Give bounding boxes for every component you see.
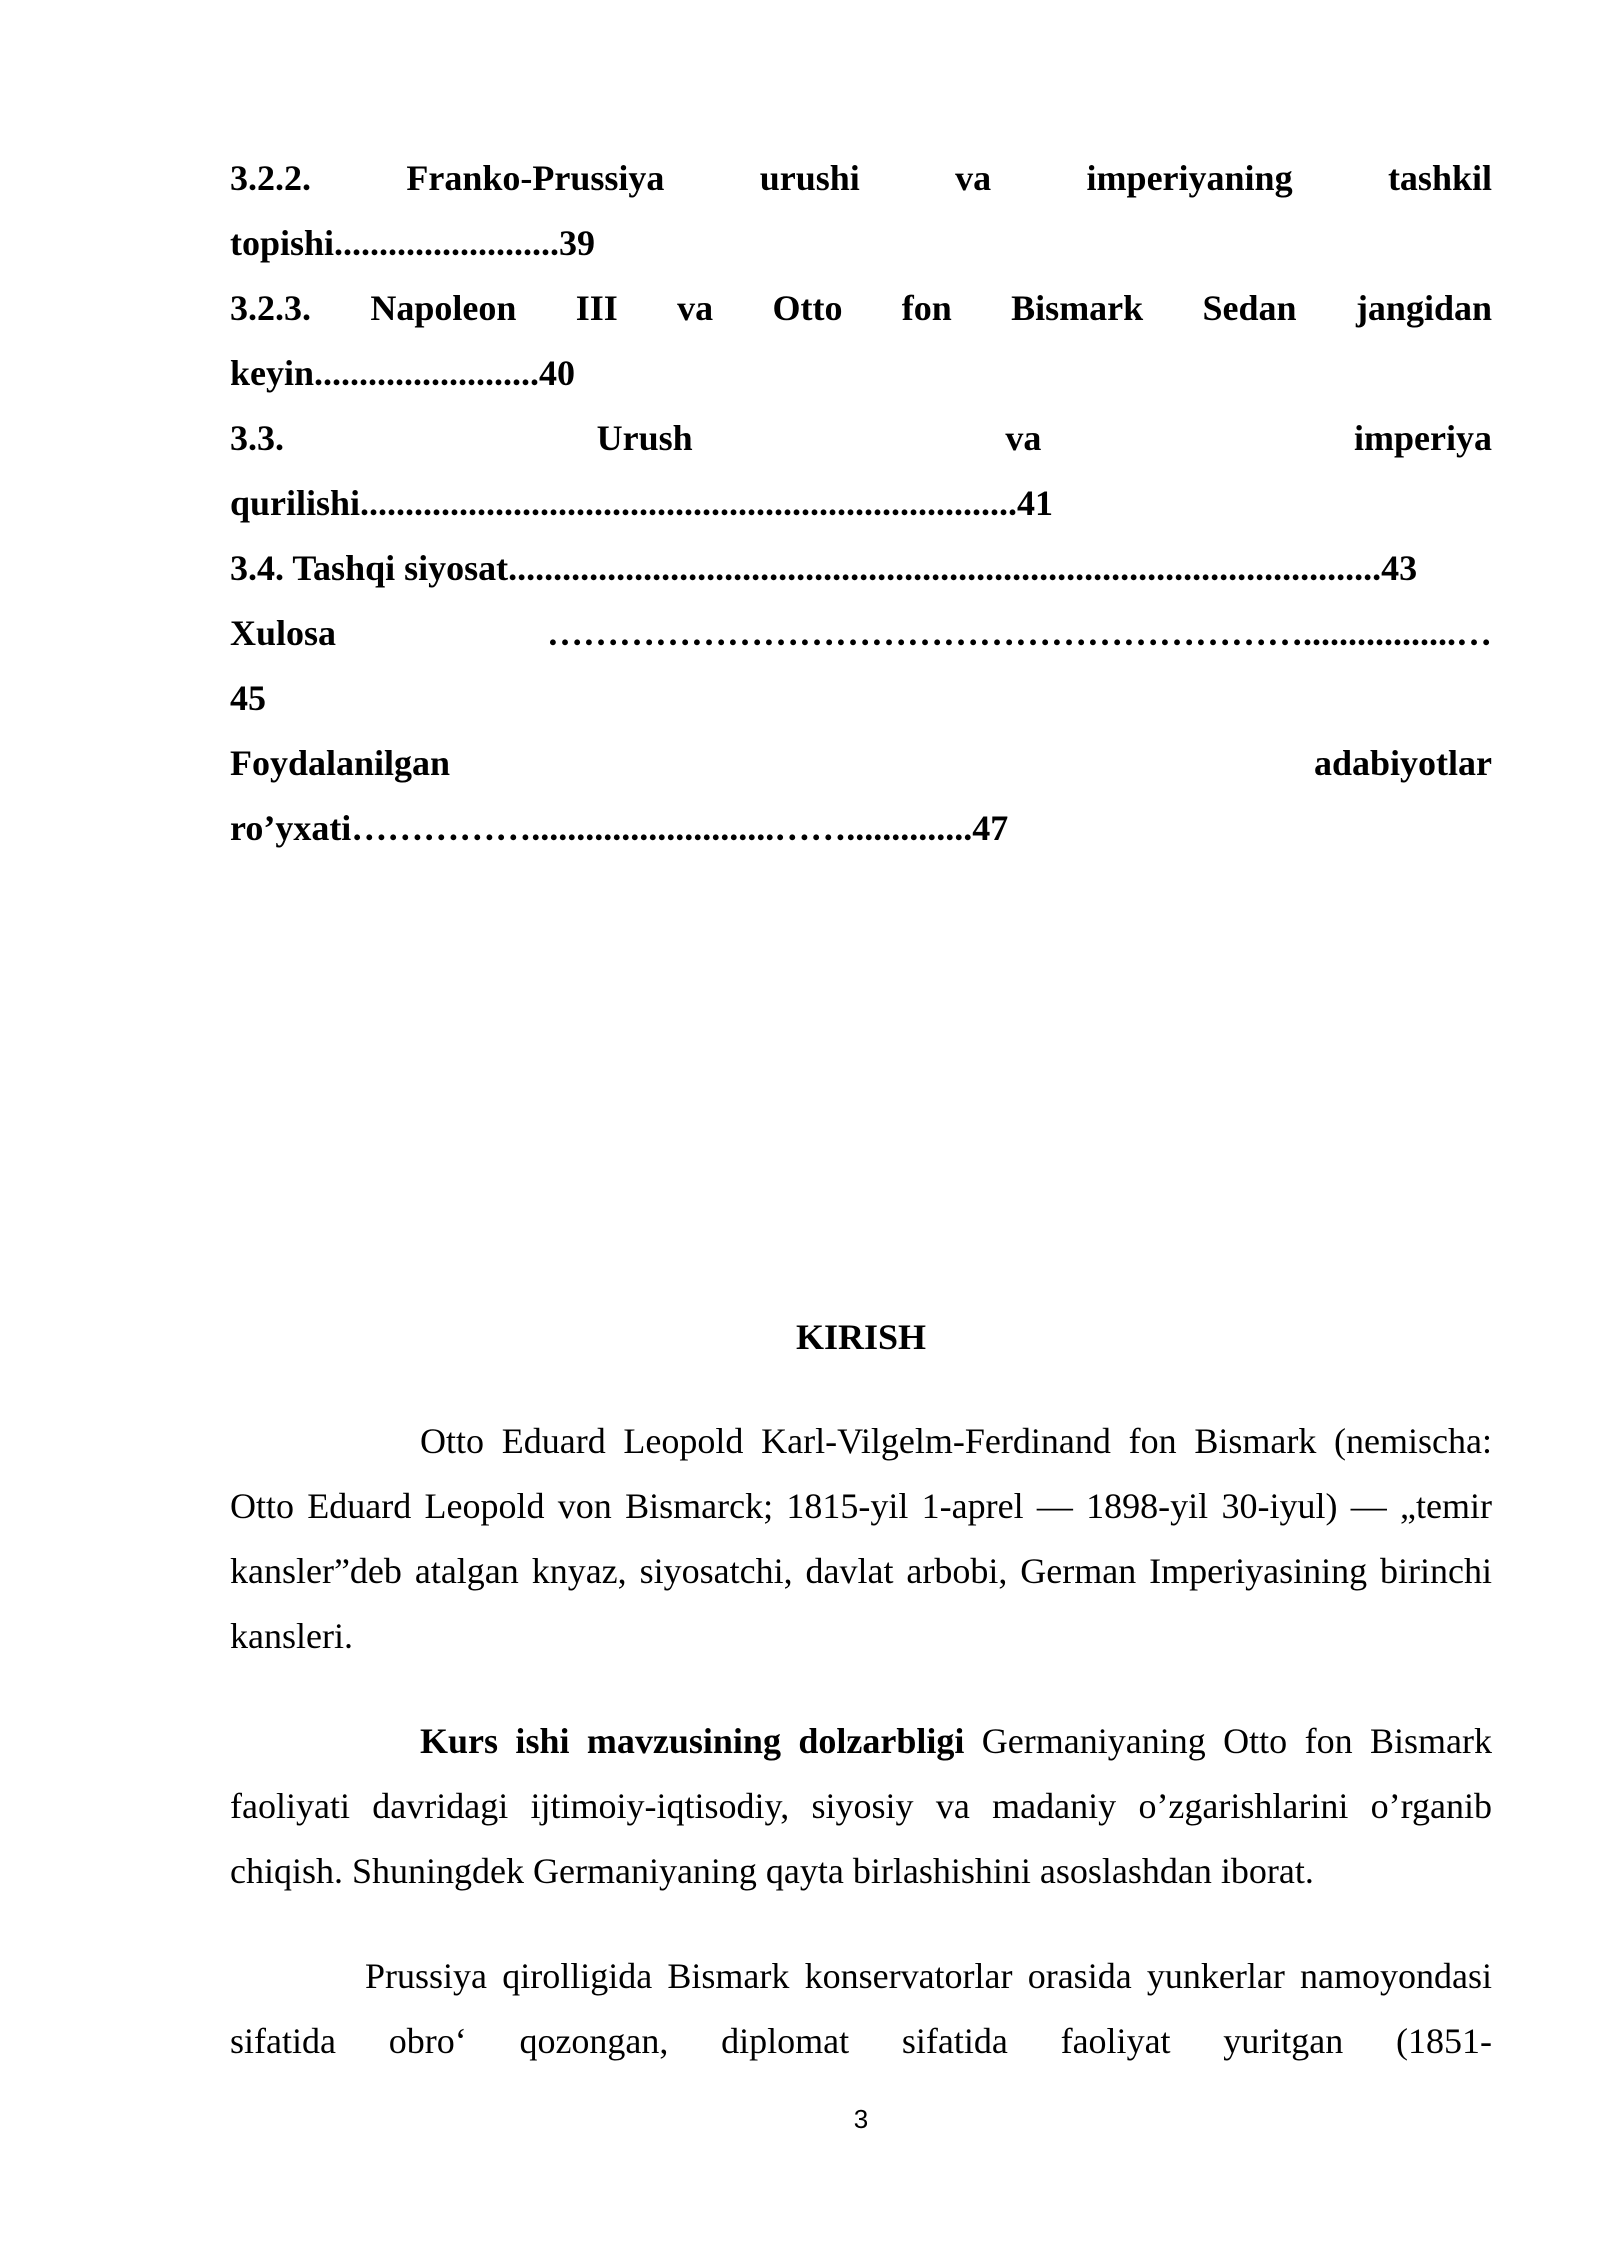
toc-entry-3-3 (230, 406, 1492, 536)
toc-entry-xulosa-line1: Xulosa ……………………………………………………….................… (230, 613, 1492, 653)
table-of-contents (230, 146, 1492, 861)
toc-entry-xulosa-line2: 45 (230, 678, 266, 718)
toc-entry-adabiyotlar (230, 731, 1492, 861)
toc-entry-3-2-2 (230, 146, 1492, 276)
section-heading: KIRISH (795, 1317, 927, 1357)
toc-entry-xulosa (230, 601, 1492, 731)
toc-entry-3-4-line1: 3.4. Tashqi siyosat.................................................................................................43 (230, 548, 1418, 588)
toc-entry-3-2-2-line2: topishi.........................39 (230, 223, 596, 263)
relevance-lead: Kurs ishi mavzusining dolzarbligi (420, 1721, 965, 1761)
relevance-paragraph (230, 1709, 1492, 1904)
toc-entry-3-2-2-line1: 3.2.2. Franko-Prussiya urushi va imperiyaning tashkil (230, 158, 1492, 198)
toc-entry-3-2-3-line1: 3.2.3. Napoleon III va Otto fon Bismark Sedan jangidan (230, 288, 1492, 328)
intro-paragraph: Otto Eduard Leopold Karl-Vilgelm-Ferdinand fon Bismark (nemischa: Otto Eduard Leopold von Bismarck; 1815-yil 1-aprel — 1898-yil 30-iyul) — „temir kansler”deb atalgan knyaz, siyosatchi, davlat arbobi, German Imperiyasining birinchi kansleri. (230, 1421, 1492, 1656)
toc-entry-adabiyotlar-line1: Foydalanilgan adabiyotlar (230, 743, 1492, 783)
page-number: 3 (853, 2104, 869, 2134)
toc-entry-3-3-line2: qurilishi.........................................................................41 (230, 483, 1054, 523)
toc-entry-3-2-3 (230, 276, 1492, 406)
prussia-paragraph: Prussiya qirolligida Bismark konservatorlar orasida yunkerlar namoyondasi sifatida obro‘ qozongan, diplomat sifatida faoliyat yuritgan (1851- (230, 1956, 1492, 2061)
relevance-text: Germaniyaning Otto fon Bismark faoliyati davridagi ijtimoiy-iqtisodiy, siyosiy va madaniy o’zgarishlarini o’rganib chiqish. Shuningdek Germaniyaning qayta birlashishini asoslashdan iborat. (230, 1721, 1492, 1891)
toc-entry-3-2-3-line2: keyin.........................40 (230, 353, 576, 393)
toc-entry-adabiyotlar-line2: ro’yxati……………...........................……..............47 (230, 808, 1009, 848)
toc-entry-3-4 (230, 536, 1492, 601)
toc-entry-3-3-line1: 3.3. Urush va imperiya (230, 418, 1492, 458)
main-body (230, 1305, 1492, 2074)
